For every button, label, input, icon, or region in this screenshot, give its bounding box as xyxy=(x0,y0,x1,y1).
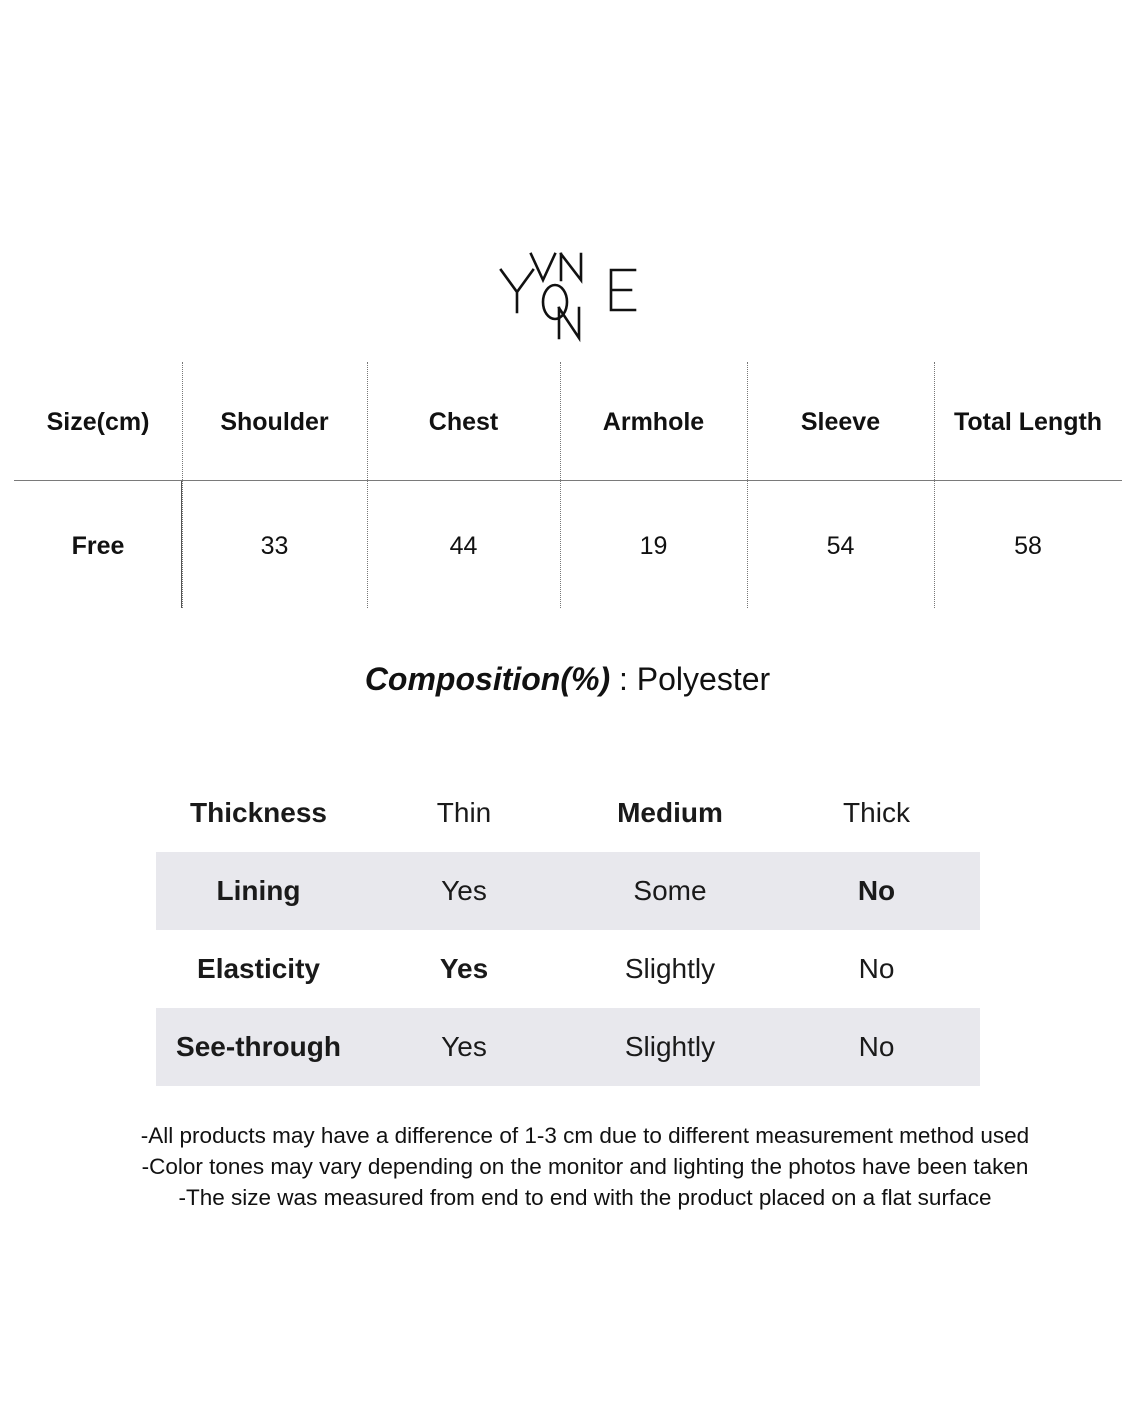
attr-label: Elasticity xyxy=(197,953,320,984)
header-shoulder: Shoulder xyxy=(220,407,329,436)
armhole-value: 19 xyxy=(639,531,668,560)
attr-row-elasticity xyxy=(156,930,980,1008)
shoulder-value: 33 xyxy=(260,531,289,560)
header-size: Size(cm) xyxy=(46,407,150,436)
size-value: Free xyxy=(71,531,125,560)
attr-option: Thin xyxy=(436,797,492,828)
attr-option: Slightly xyxy=(624,953,716,984)
composition xyxy=(0,656,1135,702)
brand-logo xyxy=(497,248,641,344)
header-divider xyxy=(14,480,1122,481)
attr-option: Yes xyxy=(441,1031,487,1062)
composition-label: Composition(%) xyxy=(364,661,611,697)
size-table xyxy=(14,362,1122,610)
note-line: -Color tones may vary depending on the monitor and lighting the photos have been taken xyxy=(141,1154,1029,1179)
attr-label: See-through xyxy=(176,1031,341,1062)
note-line: -The size was measured from end to end with the product placed on a flat surface xyxy=(178,1185,992,1210)
header-armhole: Armhole xyxy=(602,407,705,436)
disclaimer-notes xyxy=(0,1120,1135,1213)
attr-option: Yes xyxy=(441,875,487,906)
brand-logo-mark xyxy=(497,248,641,344)
attr-option: Thick xyxy=(843,797,910,828)
attr-option: No xyxy=(857,875,896,906)
chest-value: 44 xyxy=(449,531,478,560)
attr-label: Thickness xyxy=(190,797,327,828)
fabric-attributes-table xyxy=(156,774,980,1086)
header-sleeve: Sleeve xyxy=(800,407,881,436)
attr-option: Yes xyxy=(439,953,489,984)
total-length-value: 58 xyxy=(1014,531,1042,560)
attr-option: No xyxy=(858,1031,895,1062)
attr-label: Lining xyxy=(216,875,301,906)
composition-separator: : xyxy=(610,661,637,697)
attr-option: Some xyxy=(633,875,707,906)
attr-row-lining xyxy=(156,852,980,930)
attr-row-thickness xyxy=(156,774,980,852)
attr-option: Medium xyxy=(617,797,723,828)
attr-option: No xyxy=(858,953,895,984)
note-line: -All products may have a difference of 1-3 cm due to different measurement method used xyxy=(140,1123,1030,1148)
composition-value: Polyester xyxy=(636,661,771,697)
sleeve-value: 54 xyxy=(826,531,855,560)
header-chest: Chest xyxy=(428,407,499,436)
header-total-length: Total Length xyxy=(953,407,1103,436)
attr-option: Slightly xyxy=(624,1031,716,1062)
attr-row-see-through xyxy=(156,1008,980,1086)
